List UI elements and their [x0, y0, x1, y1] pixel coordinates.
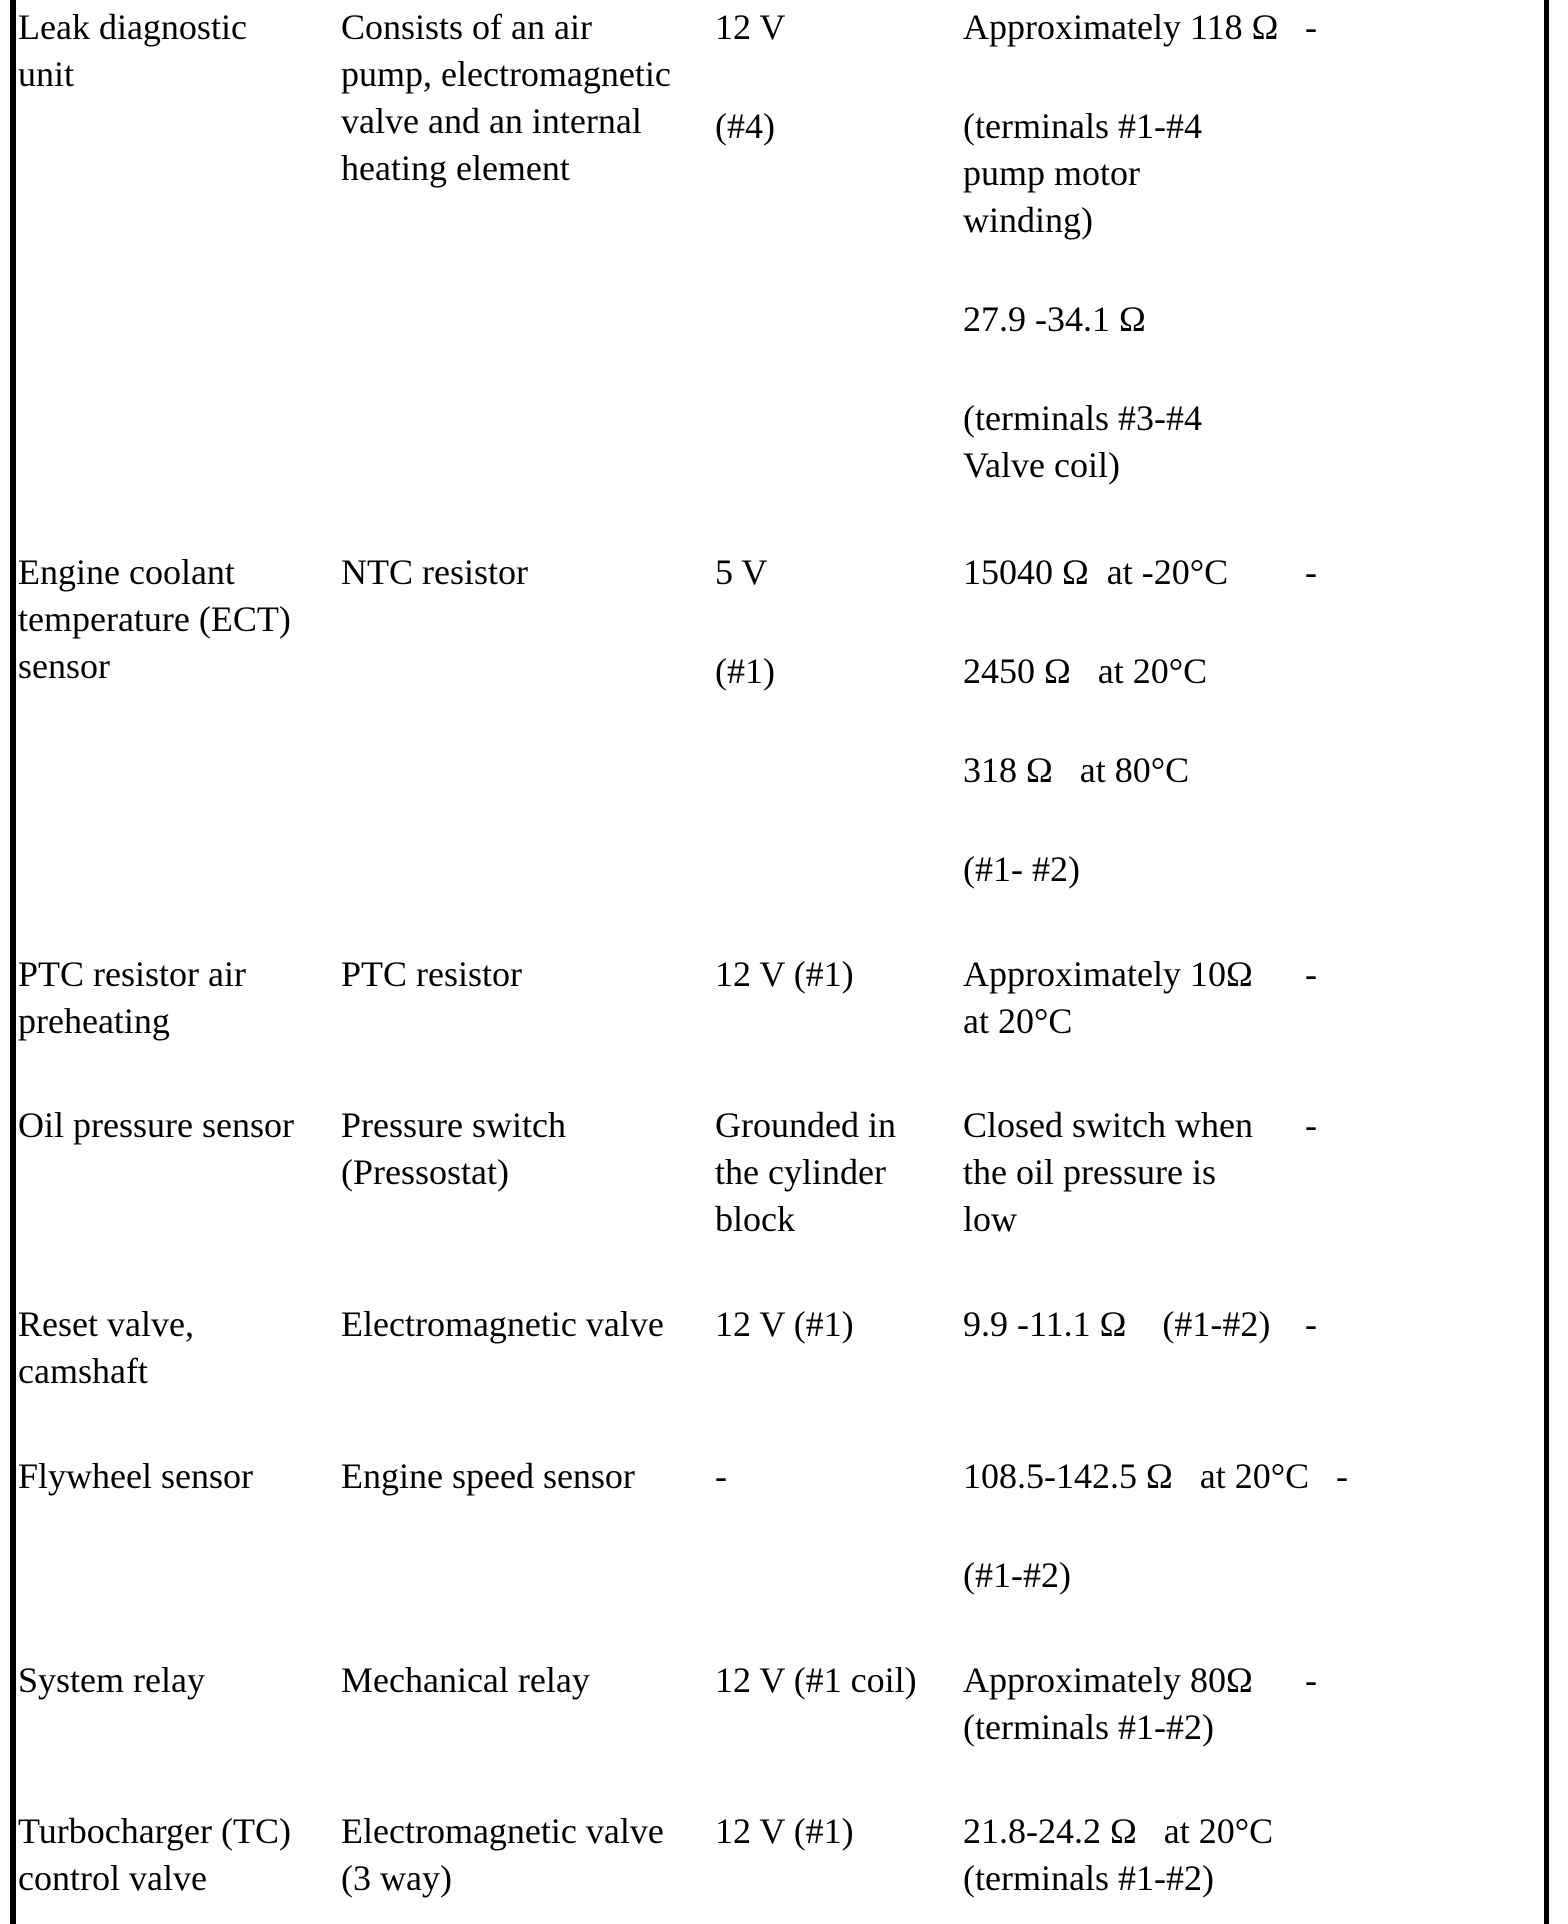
description-cell: Pressure switch (Pressostat)	[341, 1105, 566, 1192]
resistance-cell: Closed switch when the oil pressure is low	[963, 1105, 1253, 1239]
resistance-cell: 21.8-24.2 Ω at 20°C (terminals #1-#2)	[963, 1811, 1274, 1898]
resistance-cell: 9.9 -11.1 Ω (#1-#2)	[963, 1304, 1271, 1344]
description-cell: NTC resistor	[341, 552, 528, 592]
description-cell: Electromagnetic valve (3 way)	[341, 1811, 664, 1898]
component-cell: PTC resistor air preheating	[18, 954, 246, 1041]
supply-cell: 12 V (#4)	[715, 7, 786, 146]
resistance-cell: Approximately 118 Ω (terminals #1-#4 pump motor winding) 27.9 -34.1 Ω (terminals #3-#4 Valve coil)	[963, 7, 1279, 485]
description-cell: Mechanical relay	[341, 1660, 590, 1700]
table-right-border	[1544, 0, 1549, 1924]
description-cell: Electromagnetic valve	[341, 1304, 664, 1344]
supply-cell: 12 V (#1)	[715, 1304, 854, 1344]
description-cell: Consists of an air pump, electromagnetic valve and an internal heating element	[341, 7, 671, 188]
row-mark: -	[1336, 1456, 1348, 1496]
supply-cell: 5 V (#1)	[715, 552, 775, 691]
row-mark: -	[1305, 1304, 1317, 1344]
resistance-cell: 108.5-142.5 Ω at 20°C (#1-#2)	[963, 1456, 1310, 1595]
row-mark: -	[1305, 1105, 1317, 1145]
supply-cell: 12 V (#1)	[715, 1811, 854, 1851]
row-mark: -	[1305, 954, 1317, 994]
component-cell: System relay	[18, 1660, 205, 1700]
table-left-border	[10, 0, 16, 1924]
row-mark: -	[1305, 7, 1317, 47]
description-cell: PTC resistor	[341, 954, 523, 994]
component-cell: Engine coolant temperature (ECT) sensor	[18, 552, 291, 686]
description-cell: Engine speed sensor	[341, 1456, 635, 1496]
component-cell: Leak diagnostic unit	[18, 7, 247, 94]
row-mark: -	[1305, 552, 1317, 592]
resistance-cell: 15040 Ω at -20°C 2450 Ω at 20°C 318 Ω at 80°C (#1- #2)	[963, 552, 1229, 889]
component-cell: Reset valve, camshaft	[18, 1304, 194, 1391]
component-cell: Oil pressure sensor	[18, 1105, 294, 1145]
supply-cell: 12 V (#1 coil)	[715, 1660, 917, 1700]
resistance-cell: Approximately 80Ω (terminals #1-#2)	[963, 1660, 1253, 1747]
row-mark: -	[1305, 1660, 1317, 1700]
resistance-cell: Approximately 10Ω at 20°C	[963, 954, 1253, 1041]
component-cell: Turbocharger (TC) control valve	[18, 1811, 291, 1898]
supply-cell: Grounded in the cylinder block	[715, 1105, 896, 1239]
supply-cell: -	[715, 1456, 727, 1496]
supply-cell: 12 V (#1)	[715, 954, 854, 994]
component-cell: Flywheel sensor	[18, 1456, 253, 1496]
